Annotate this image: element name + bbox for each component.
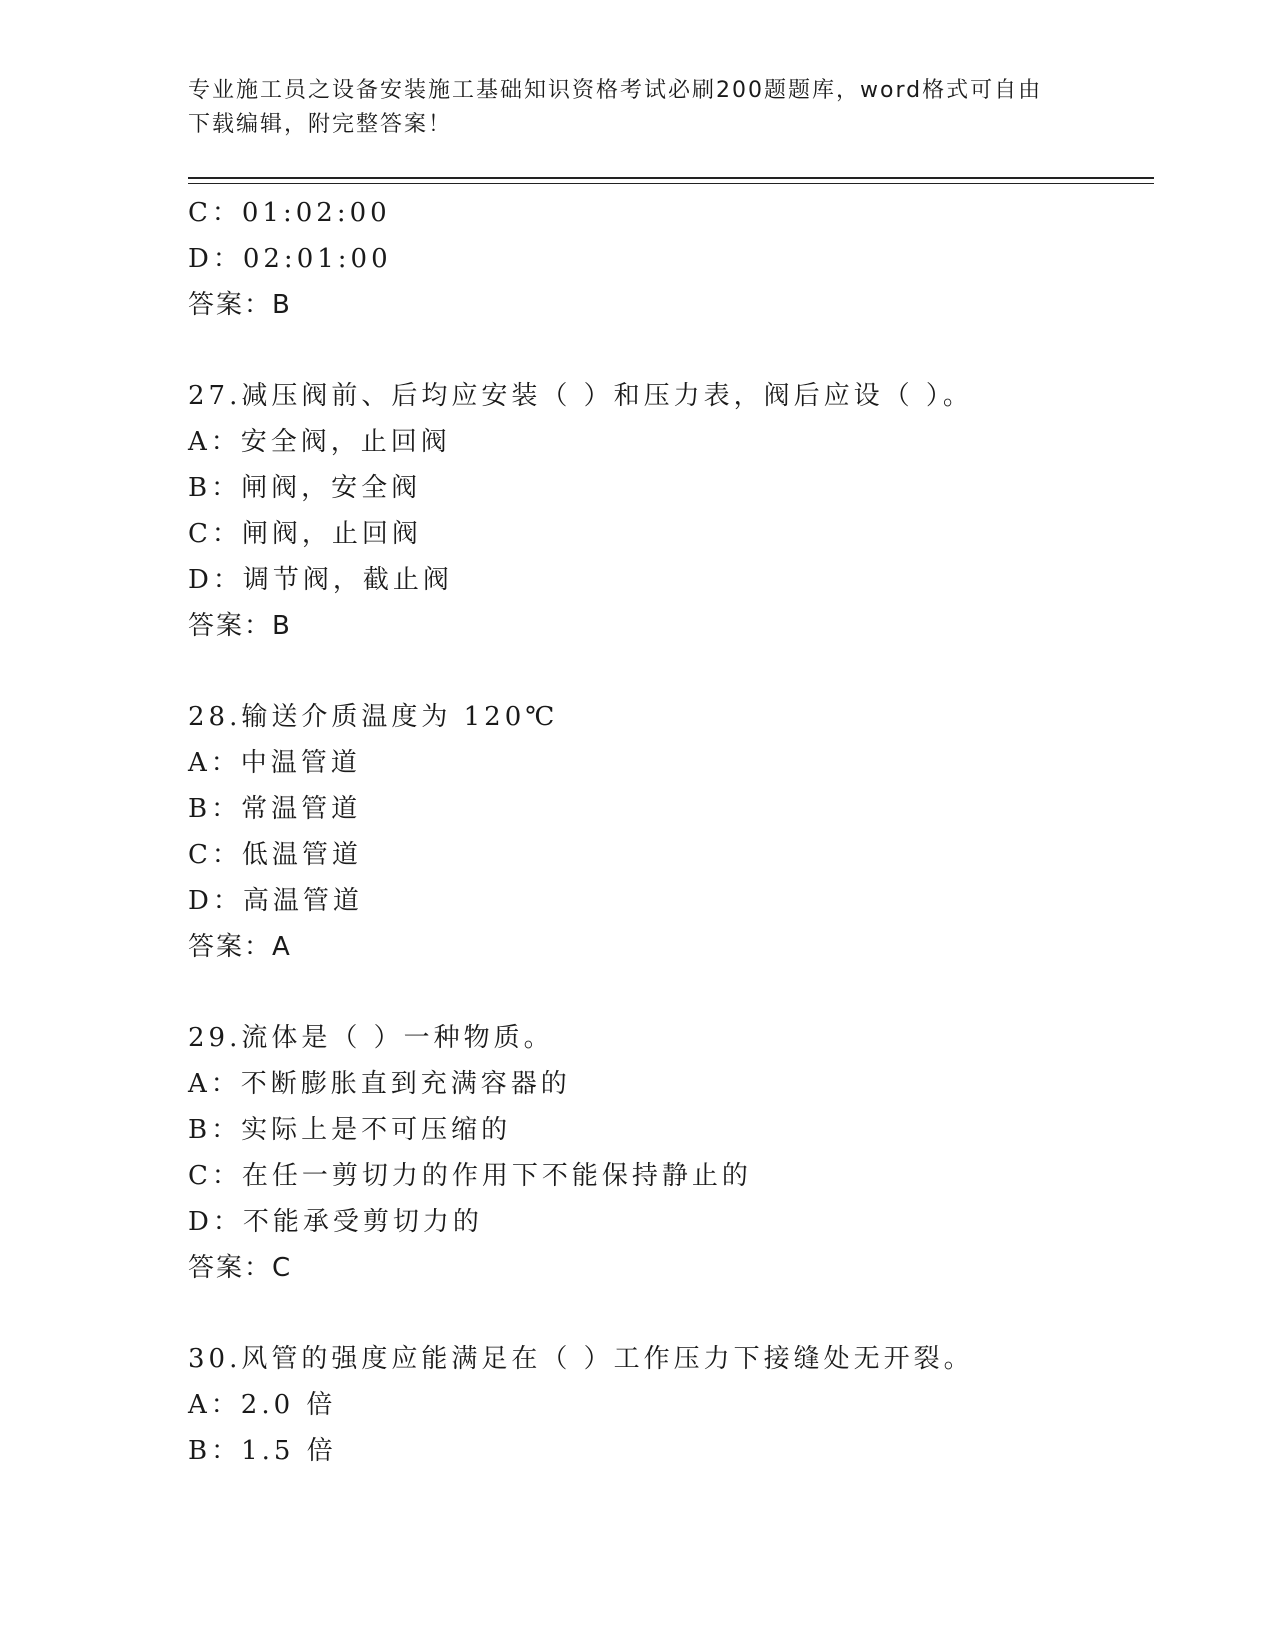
answer-line: 答案：B xyxy=(188,290,292,320)
option-c: C：低温管道 xyxy=(188,840,362,870)
question-list xyxy=(188,190,1148,1474)
document-header xyxy=(188,74,1068,142)
question-stem: 28.输送介质温度为 120℃ xyxy=(188,702,559,732)
option-c: C：在任一剪切力的作用下不能保持静止的 xyxy=(188,1161,752,1191)
question-stem: 30.风管的强度应能满足在（ ）工作压力下接缝处无开裂。 xyxy=(188,1344,974,1374)
header-rule-thick xyxy=(188,177,1154,179)
option-c: C：01:02:00 xyxy=(188,198,391,228)
option-d: D：调节阀，截止阀 xyxy=(188,565,453,595)
spacer xyxy=(188,1291,1148,1336)
option-a: A：安全阀，止回阀 xyxy=(188,427,451,457)
question-29 xyxy=(188,1015,1148,1291)
question-26-continued xyxy=(188,190,1148,328)
spacer xyxy=(188,970,1148,1015)
option-c: C：闸阀，止回阀 xyxy=(188,519,422,549)
question-28 xyxy=(188,694,1148,970)
answer-line: 答案：C xyxy=(188,1253,293,1283)
header-line-1: 专业施工员之设备安装施工基础知识资格考试必刷200题题库，word格式可自由 xyxy=(188,78,1043,103)
option-a: A：不断膨胀直到充满容器的 xyxy=(188,1069,571,1099)
header-line-2: 下载编辑，附完整答案！ xyxy=(188,112,453,137)
question-stem: 27.减压阀前、后均应安装（ ）和压力表，阀后应设（ ）。 xyxy=(188,381,973,411)
question-stem: 29.流体是（ ）一种物质。 xyxy=(188,1023,554,1053)
option-b: B：实际上是不可压缩的 xyxy=(188,1115,512,1145)
answer-line: 答案：B xyxy=(188,611,292,641)
option-d: D：02:01:00 xyxy=(188,244,392,274)
answer-line: 答案：A xyxy=(188,932,292,962)
option-b: B：闸阀，安全阀 xyxy=(188,473,422,503)
spacer xyxy=(188,649,1148,694)
option-b: B：常温管道 xyxy=(188,794,362,824)
question-27 xyxy=(188,373,1148,649)
option-a: A：2.0 倍 xyxy=(188,1390,337,1420)
header-rule-thin xyxy=(188,183,1154,184)
option-a: A：中温管道 xyxy=(188,748,361,778)
question-30 xyxy=(188,1336,1148,1474)
option-b: B：1.5 倍 xyxy=(188,1436,337,1466)
spacer xyxy=(188,328,1148,373)
option-d: D：不能承受剪切力的 xyxy=(188,1207,483,1237)
option-d: D：高温管道 xyxy=(188,886,363,916)
